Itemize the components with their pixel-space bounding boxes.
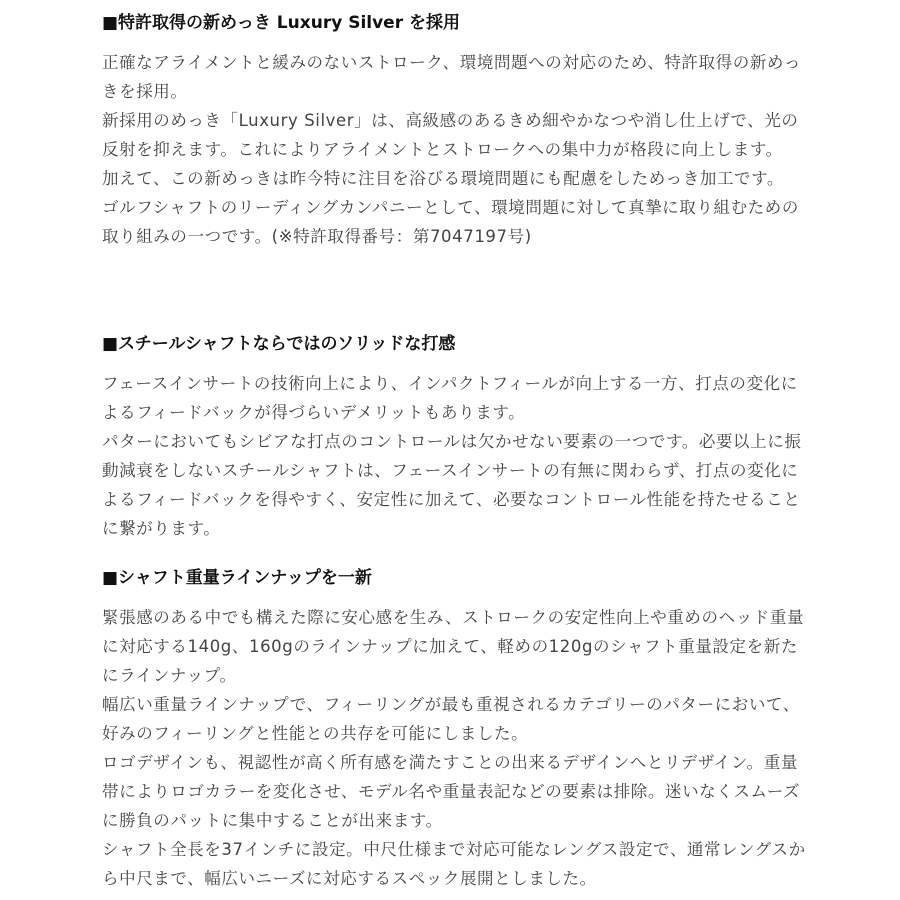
paragraph: 新採用のめっき「Luxury Silver」は、高級感のあるきめ細やかなつや消し仕上げで、光の反射を抑えます。これによりアライメントとストロークへの集中力が格段に向上します。 [102,111,799,159]
section-solid-feel [102,331,807,543]
section-heading: ■スチールシャフトならではのソリッドな打感 [102,334,456,354]
section-body [102,603,807,893]
section-body [102,48,807,251]
paragraph: 緊張感のある中でも構えた際に安心感を生み、ストロークの安定性向上や重めのヘッド重量に対応する140g、160gのラインナップに加えて、軽めの120gのシャフト重量設定を新たにラインナップ。 [102,608,805,685]
paragraph: シャフト全長を37インチに設定。中尺仕様まで対応可能なレングス設定で、通常レングスから中尺まで、幅広いニーズに対応するスペック展開としました。 [102,840,806,888]
section-heading: ■特許取得の新めっき Luxury Silver を採用 [102,13,461,33]
section-luxury-silver-plating [102,10,807,251]
section-body [102,369,807,543]
paragraph: 幅広い重量ラインナップで、フィーリングが最も重視されるカテゴリーのパターにおいて、好みのフィーリングと性能との共存を可能にしました。 [102,695,800,743]
paragraph: パターにおいてもシビアな打点のコントロールは欠かせない要素の一つです。必要以上に振動減衰をしないスチールシャフトは、フェースインサートの有無に関わらず、打点の変化によるフィードバックを得やすく、安定性に加えて、必要なコントロール性能を持たせることに繋がります。 [102,432,802,538]
paragraph: 正確なアライメントと緩みのないストローク、環境問題への対応のため、特許取得の新めっきを採用。 [102,53,801,101]
paragraph: ゴルフシャフトのリーディングカンパニーとして、環境問題に対して真摯に取り組むための取り組みの一つです。(※特許取得番号：第7047197号) [102,198,799,246]
section-heading: ■シャフト重量ラインナップを一新 [102,568,372,588]
paragraph: フェースインサートの技術向上により、インパクトフィールが向上する一方、打点の変化によるフィードバックが得づらいデメリットもあります。 [102,374,798,422]
paragraph: ロゴデザインも、視認性が高く所有感を満たすことの出来るデザインへとリデザイン。重量帯によりロゴカラーを変化させ、モデル名や重量表記などの要素は排除。迷いなくスムーズに勝負のパットに集中することが出来ます。 [102,753,801,830]
paragraph: 加えて、この新めっきは昨今特に注目を浴びる環境問題にも配慮をしためっき加工です。 [102,169,785,188]
section-weight-lineup [102,565,807,893]
